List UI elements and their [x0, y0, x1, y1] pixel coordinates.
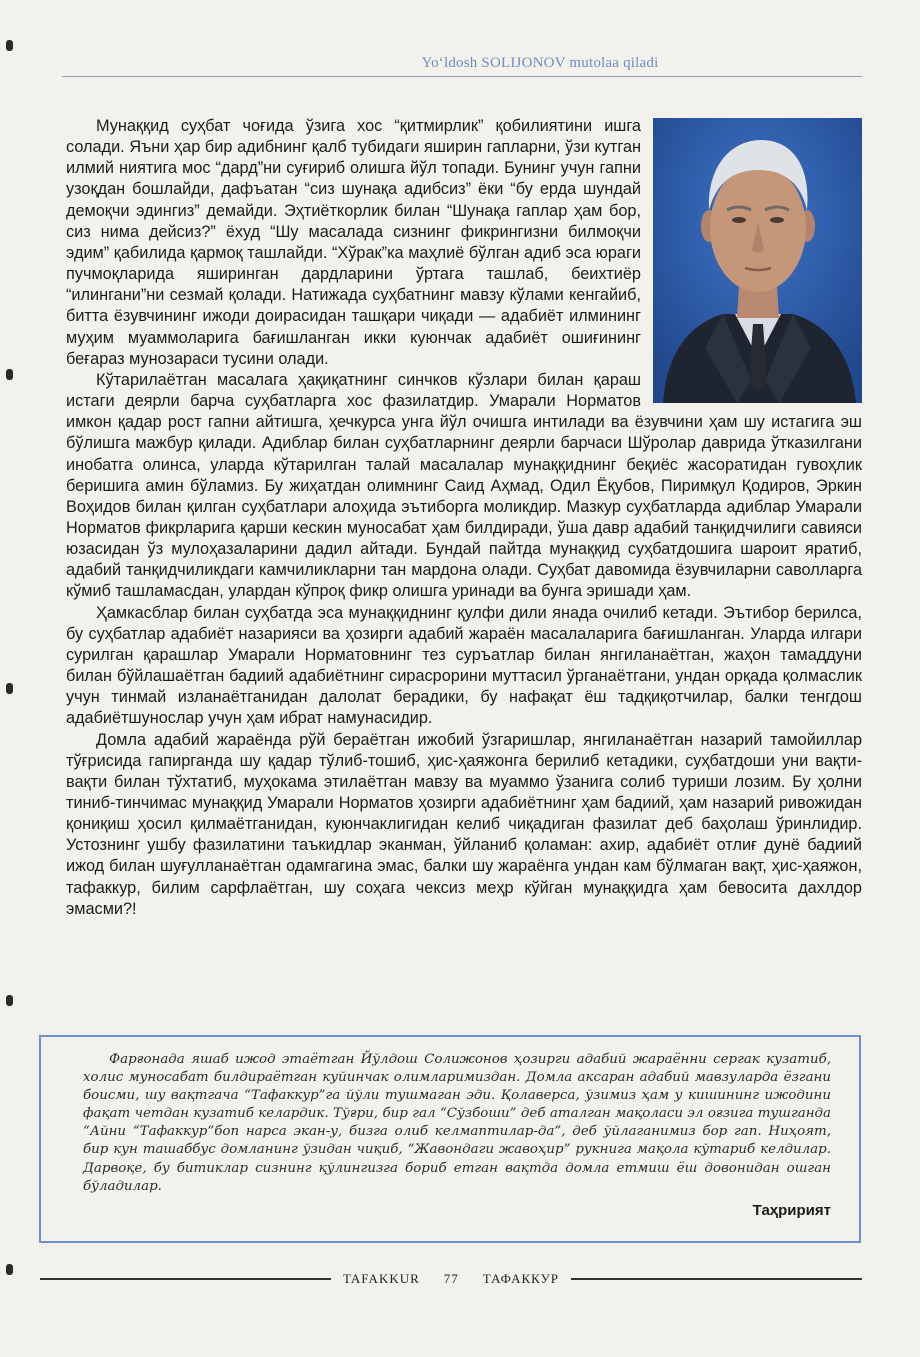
- article-paragraph-4: Домла адабий жараёнда рўй бераётган ижобий ўзгаришлар, янгиланаётган назарий тамойиллар тўғрисида гапирганда шу қадар тўлиб-тошиб, ҳис-ҳаяжонга берилиб кетадики, суҳбатдоши уни вақти-вақти билан тўхтатиб, муҳокама этилаётган мавзу ва муаммо ўзанига солиб туриши лозим. Бу ҳолни тиниб-тинчимас мунаққид Умарали Норматов ҳозирги адабиётнинг ҳам бадиий, ҳам назарий ривожидан қониқиш ҳосил қилмаётганидан, куюнчаклигидан келиб чиқадиган фазилат деб баҳолаш ўринлидир. Устознинг ушбу фазилатини таъкидлар эканман, ўйланиб қоламан: ахир, адабиёт отлиғ дунё бадиий ижод билан шуғулланаётган одамгагина эмас, балки шу жараёнга ундан кам бўлмаган вақт, ҳис-ҳаяжон, тафаккур, билим сарфлаётган, шу соҳага чексиз меҳр кўйган мунаққидга ҳам бевосита дахлдор эмасми?!: [66, 730, 862, 918]
- article-paragraph-3: Ҳамкасблар билан суҳбатда эса мунаққиднинг қулфи дили янада очилиб кетади. Эътибор берилса, бу суҳбатлар адабиёт назарияси ва ҳозирги адабий жараён масалаларига бағишланган. Уларда илгари сурилган қарашлар Умарали Норматовнинг тез суръатлар билан янгиланаётган, жаҳон тамаддуни билан бўйлашаётган бадиий адабиётнинг сирасрорини муттасил ўрганаётгани, ундан орқада қолмаслик учун тинмай изланаётганидан далолат берадики, бу нафақат ёш тадқиқотчилар, балки тенгдош адабиётшунослар учун ҳам ибрат намунасидир.: [66, 603, 862, 728]
- footer-title-cyrillic: ТАФАККУР: [482, 1271, 559, 1286]
- page-footer: [40, 1269, 862, 1289]
- article-paragraph-2: Кўтарилаётган масалага ҳақиқатнинг синчков кўзлари билан қараш истаги деярли барча суҳбатларга хос фазилатдир. Умарали Норматов имкон қадар рост гапни айтишга, ҳечкурса унга йўл очишга интилади ва ёзувчини ҳам шу истагига эш бўлишга мажбур қилади. Адиблар билан суҳбатларнинг деярли барчаси Шўролар даврида ўтказилгани инобатга олинса, уларда кўтарилган талай масалалар мунаққиднинг беқиёс жасоратидан гувоҳлик беришига амин бўламиз. Бу жиҳатдан олимнинг Саид Аҳмад, Одил Ёқубов, Пиримқул Қодиров, Эркин Воҳидов билан қилган суҳбатлари алоҳида эътиборга моликдир. Мазкур суҳбатларда адиблар Умарали Норматов фикрларига қарши кескин муносабат ҳам билдиради, ўша давр адабий танқидчилиги савияси юзасидан ўз мулоҳазаларини дадил айтади. Бундай пайтда мунаққид суҳбатдошига шароит яратиб, адабий танқидчиликдаги камчиликларни тан мардона олади. Суҳбат давомида ёзувчиларни саволларга кўмиб ташламасдан, улардан кўпроқ фикр олишга уринади ва бунга эришади ҳам.: [66, 370, 862, 601]
- binder-hole-3: [6, 683, 13, 694]
- header-rule: [62, 76, 862, 77]
- footer-title-latin: TAFAKKUR: [343, 1271, 420, 1286]
- binder-hole-1: [6, 40, 13, 51]
- binder-hole-2: [6, 369, 13, 380]
- running-header: Yo‘ldosh SOLIJONOV mutolaa qiladi: [421, 55, 659, 71]
- editorial-signature: Таҳририят: [752, 1201, 831, 1219]
- footer-rule-right: [571, 1278, 862, 1280]
- binder-hole-5: [6, 1264, 13, 1275]
- binder-hole-4: [6, 995, 13, 1006]
- article-body: [66, 116, 862, 920]
- editorial-note-text: Фарғонада яшаб ижод этаётган Йўлдош Солижонов ҳозирги адабий жараённи сергак кузатиб, холис муносабат билдираётган куйинчак олимларимиздан. Домла аксаран адабий мавзуларда ёзгани боисми, шу вақтгача “Тафаккур”га йўли тушмаган эди. Қолаверса, ўзимиз ҳам у кишининг ижодини фақат четдан кузатиб келардик. Тўғри, бир гал “Сўзбоши” деб аталган мақоласи эл оғзига тушганда “Айни “Тафаккур”боп нарса экан-у, бизга олиб келмаптилар-да”, деб ўйлаганимиз бор гап. Ниҳоят, бир кун ташаббус домланинг ўзидан чиқиб, “Жавондаги жавоҳир” рукнига мақола кўтариб келдилар. Дарвоқе, бу битиклар сизнинг қўлингизга бориб етган вақтда домла етмиш ёш довонидан ошган бўладилар.: [83, 1052, 831, 1194]
- editorial-note-box: [39, 1035, 861, 1243]
- article-paragraph-1: Мунаққид суҳбат чоғида ўзига хос “қитмирлик” қобилиятини ишга солади. Яъни ҳар бир адибнинг қалб тубидаги яширин гапларни, ўзи кутган илмий ниятига мос “дард”ни суғириб олишга йўл топади. Бунинг учун гапни узоқдан бошлайди, дафъатан “сиз шунақа адибсиз” ёки “бу ерда шундай демоқчи эдингиз” демайди. Эҳтиёткорлик билан “Шунақа гаплар ҳам бор, сиз нима дейсиз?” ёхуд “Шу масалада сизнинг фикрингизни билмоқчи эдим” қабилида қармоқ ташлайди. “Хўрак”ка маҳлиё бўлган адиб эса юраги пучмоқларида яширинган дардларини ўртага ташлаб, беихтиёр “илингани”ни сезмай қолади. Натижада суҳбатнинг мавзу кўлами кенгайиб, битта ёзувчининг ижоди доирасидан ташқари чиқади — адабиёт илмининг муҳим муаммоларига бағишланган икки куюнчак адабиёт ошиғининг беғараз мунозараси тусини олади.: [66, 117, 641, 368]
- page-number: 77: [443, 1271, 459, 1286]
- footer-rule-left: [40, 1278, 331, 1280]
- photo-spacer: [653, 116, 862, 403]
